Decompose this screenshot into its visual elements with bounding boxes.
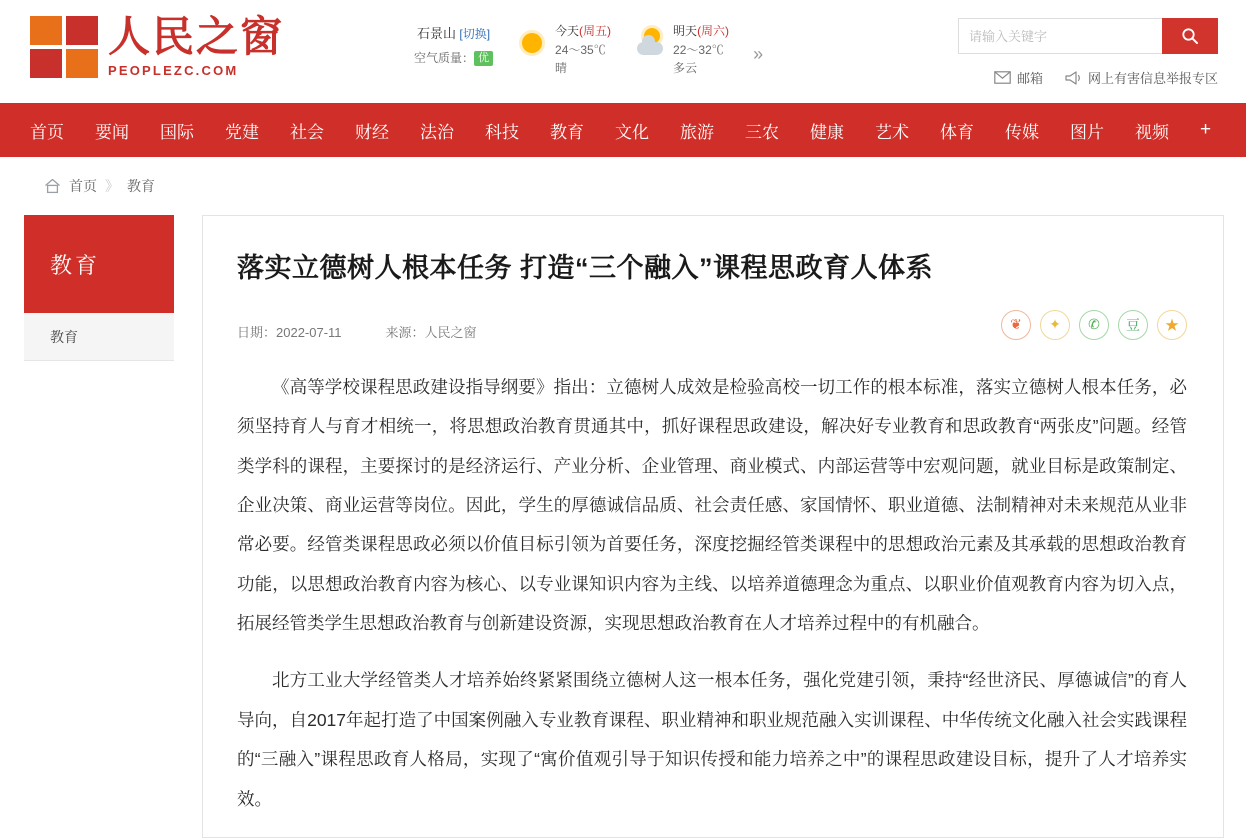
weather-today bbox=[515, 22, 611, 78]
nav-item-travel[interactable]: 旅游 bbox=[680, 122, 714, 142]
report-link[interactable] bbox=[1065, 68, 1218, 87]
mail-link[interactable] bbox=[994, 68, 1043, 87]
search-area bbox=[958, 18, 1218, 87]
weather-tomorrow-desc: 多云 bbox=[673, 61, 698, 76]
logo-title-en: PEOPLEZC.COM bbox=[108, 62, 239, 78]
nav-item-culture[interactable]: 文化 bbox=[615, 122, 649, 142]
nav-item-headlines[interactable]: 要闻 bbox=[95, 122, 129, 142]
nav-item-education[interactable]: 教育 bbox=[550, 122, 584, 142]
nav-item-home[interactable]: 首页 bbox=[30, 122, 64, 142]
weather-today-week: (周五) bbox=[579, 24, 612, 38]
share-bar bbox=[992, 310, 1187, 340]
breadcrumb-item-education[interactable]: 教育 bbox=[127, 178, 155, 194]
breadcrumb-separator: 》 bbox=[105, 178, 119, 194]
article-paragraph: 《高等学校课程思政建设指导纲要》指出：立德树人成效是检验高校一切工作的根本标准，落实立德树人根本任务，必须坚持育人与育才相统一，将思想政治教育贯通其中，抓好课程思政建设，解决好专业教育和思政教育“两张皮”问题。经管类学科的课程，主要探讨的是经济运行、产业分析、企业管理、商业模式、内部运营等中宏观问题，就业目标是政策制定、企业决策、商业运营等岗位。因此，学生的厚德诚信品质、社会责任感、家国情怀、职业道德、法制精神对未来规范从业非常必要。经管类课程思政必须以价值目标引领为首要任务，深度挖掘经管类课程中的思想政治元素及其承载的思想政治教育功能，以思想政治教育内容为核心、以专业课知识内容为主线、以培养道德理念为重点、以职业价值观教育内容为切入点，拓展经管类学生思想政治教育与创新建设资源，实现思想政治教育在人才培养过程中的有机融合。 bbox=[237, 376, 1187, 634]
page-title: 落实立德树人根本任务 打造“三个融入”课程思政育人体系 bbox=[237, 253, 934, 283]
sidebar-item-label: 教育 bbox=[50, 328, 78, 345]
weather-city-block bbox=[414, 22, 493, 69]
article-paragraph: 北方工业大学经管类人才培养始终紧紧围绕立德树人这一根本任务，强化党建引领，秉持“经世济民、厚德诚信”的育人导向，自2017年起打造了中国案例融入专业教育课程、职业精神和职业规范融入实训课程、中华传统文化融入社会实践课程的“三融入”课程思政育人格局，实现了“寓价值观引导于知识传授和能力培养之中”的课程思政建设目标，提升了人才培养实效。 bbox=[237, 670, 1187, 809]
weather-today-desc: 晴 bbox=[555, 61, 568, 76]
main-nav bbox=[0, 103, 1246, 157]
nav-item-art[interactable]: 艺术 bbox=[875, 122, 909, 142]
nav-more-button[interactable]: + bbox=[1200, 119, 1212, 140]
logo-mark-icon bbox=[30, 16, 98, 78]
megaphone-icon bbox=[1065, 71, 1082, 85]
nav-item-finance[interactable]: 财经 bbox=[355, 122, 389, 142]
article-body bbox=[237, 368, 1187, 819]
weather-widget bbox=[414, 22, 763, 78]
nav-item-media[interactable]: 传媒 bbox=[1005, 122, 1039, 142]
weather-more-button[interactable]: » bbox=[753, 44, 764, 64]
report-link-label: 网上有害信息举报专区 bbox=[1087, 71, 1218, 86]
logo-title-cn: 人民之窗 bbox=[108, 15, 285, 62]
nav-item-society[interactable]: 社会 bbox=[290, 122, 324, 142]
breadcrumb-item-home[interactable]: 首页 bbox=[69, 178, 97, 194]
douban-share-icon[interactable]: 豆 bbox=[1118, 310, 1148, 340]
aqi-badge: 优 bbox=[474, 51, 493, 66]
breadcrumb bbox=[0, 157, 1246, 215]
weather-tomorrow bbox=[633, 22, 729, 78]
search-input[interactable] bbox=[958, 18, 1162, 54]
nav-item-sports[interactable]: 体育 bbox=[940, 122, 974, 142]
mail-link-label: 邮箱 bbox=[1016, 71, 1043, 86]
weather-city-name: 石景山 bbox=[417, 26, 457, 41]
sidebar bbox=[24, 215, 174, 838]
nav-item-pictures[interactable]: 图片 bbox=[1070, 122, 1104, 142]
nav-item-international[interactable]: 国际 bbox=[160, 122, 194, 142]
nav-item-video[interactable]: 视频 bbox=[1135, 122, 1169, 142]
sun-cloud-icon bbox=[633, 26, 667, 60]
sidebar-item-education[interactable] bbox=[24, 313, 174, 361]
aqi-label: 空气质量： bbox=[414, 50, 475, 65]
weather-today-day: 今天 bbox=[555, 24, 580, 38]
weather-tomorrow-week: (周六) bbox=[697, 24, 730, 38]
search-icon bbox=[1181, 27, 1199, 45]
mail-icon bbox=[994, 71, 1011, 84]
weibo-share-icon[interactable]: ❦ bbox=[1001, 310, 1031, 340]
home-icon bbox=[44, 178, 61, 194]
site-logo[interactable] bbox=[30, 16, 284, 78]
nav-item-party[interactable]: 党建 bbox=[225, 122, 259, 142]
weather-today-temp: 24～35℃ bbox=[555, 42, 606, 57]
nav-item-technology[interactable]: 科技 bbox=[485, 122, 519, 142]
sun-icon bbox=[515, 26, 549, 60]
qzone-share-icon[interactable]: ✦ bbox=[1040, 310, 1070, 340]
site-header bbox=[0, 0, 1246, 103]
nav-item-health[interactable]: 健康 bbox=[810, 122, 844, 142]
wechat-share-icon[interactable]: ✆ bbox=[1079, 310, 1109, 340]
weather-city-switch[interactable]: [切换] bbox=[459, 27, 491, 41]
nav-item-agriculture[interactable]: 三农 bbox=[745, 122, 779, 142]
search-button[interactable] bbox=[1162, 18, 1218, 54]
favorite-icon[interactable]: ★ bbox=[1157, 310, 1187, 340]
page-body bbox=[0, 215, 1246, 838]
sidebar-header: 教育 bbox=[24, 215, 174, 313]
article-source: 来源：人民之窗 bbox=[385, 325, 477, 341]
nav-item-law[interactable]: 法治 bbox=[420, 122, 454, 142]
weather-tomorrow-temp: 22～32℃ bbox=[673, 42, 724, 57]
article-date: 日期：2022-07-11 bbox=[237, 325, 342, 341]
article-meta bbox=[237, 310, 1187, 354]
weather-tomorrow-day: 明天 bbox=[673, 24, 698, 38]
article-container bbox=[202, 215, 1224, 838]
